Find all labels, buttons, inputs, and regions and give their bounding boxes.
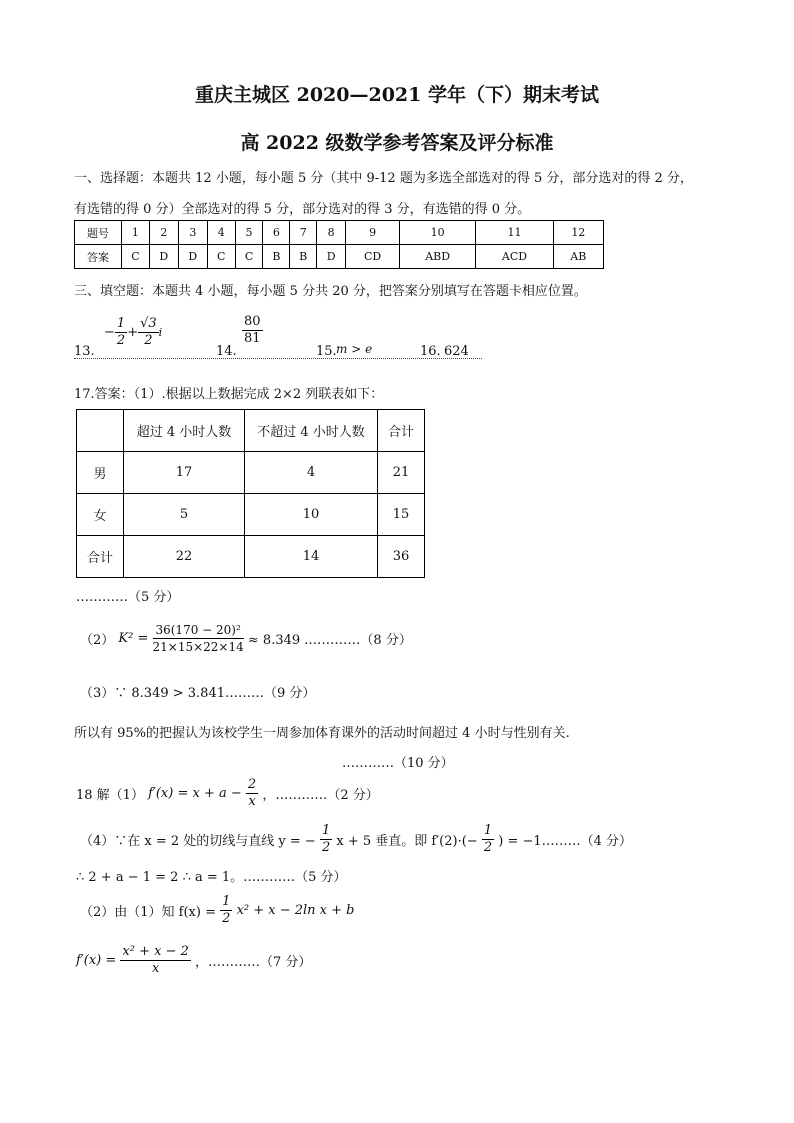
answer-cell: D bbox=[317, 245, 346, 269]
q18-l2-den2: 2 bbox=[483, 840, 493, 855]
q13-imaginary: i bbox=[158, 326, 163, 339]
q18-l4-suffix: x² + x − 2ln x + b bbox=[236, 903, 355, 918]
q18-l1-num: 2 bbox=[247, 777, 257, 792]
contingency-table bbox=[76, 409, 425, 578]
q13-minus: − bbox=[104, 325, 115, 340]
q13-fraction2 bbox=[138, 316, 159, 349]
section1-instructions-line2: 有选错的得 0 分）全部选对的得 5 分，部分选对的得 3 分，有选错的得 0 分。 bbox=[74, 202, 531, 217]
contingency-header-cell bbox=[77, 410, 124, 452]
answer-cell: C bbox=[235, 245, 263, 269]
q18-l5-den: x bbox=[151, 961, 160, 976]
q14-fraction bbox=[242, 314, 263, 347]
answer-cell: ABD bbox=[400, 245, 476, 269]
q13-fraction1 bbox=[115, 316, 127, 349]
q18-l5-prefix: f′(x) = bbox=[76, 953, 117, 968]
q18-l2-prefix: （4）∵在 x = 2 处的切线与直线 y = − bbox=[80, 834, 316, 849]
q17-part3: （3）∵ 8.349 > 3.841………（9 分） bbox=[80, 686, 316, 701]
q18-l1-expr: f′(x) = x + a − bbox=[148, 786, 242, 801]
q17-part2 bbox=[80, 622, 412, 655]
question-header-cell: 题号 bbox=[75, 221, 122, 245]
q18-l1-den: x bbox=[248, 794, 256, 809]
answer-cell: D bbox=[149, 245, 178, 269]
q15-answer: m > e bbox=[336, 342, 373, 356]
answer-cell: D bbox=[178, 245, 207, 269]
question-number-cell: 2 bbox=[149, 221, 178, 245]
answer-cell: ACD bbox=[476, 245, 553, 269]
q18-l4-fraction bbox=[220, 894, 232, 927]
answer-cell: C bbox=[122, 245, 150, 269]
question-number-cell: 7 bbox=[290, 221, 317, 245]
question-number-cell: 3 bbox=[178, 221, 207, 245]
answer-cell: C bbox=[207, 245, 235, 269]
contingency-cell: 17 bbox=[124, 452, 245, 494]
q18-l5-num: x² + x − 2 bbox=[122, 944, 189, 959]
q18-l2-num2: 1 bbox=[483, 823, 493, 838]
contingency-cell: 合计 bbox=[77, 536, 124, 578]
answer-table-question-row bbox=[75, 221, 604, 245]
section1-instructions-line1: 一、选择题：本题共 12 小题，每小题 5 分（其中 9-12 题为多选全部选对的得 5 分，部分选对的得 2 分， bbox=[74, 171, 693, 186]
answer-table-answer-row bbox=[75, 245, 604, 269]
q18-l2-mid: x + 5 垂直。即 f′(2)·(− bbox=[336, 834, 478, 849]
contingency-cell: 21 bbox=[378, 452, 425, 494]
contingency-header-cell: 超过 4 小时人数 bbox=[124, 410, 245, 452]
contingency-cell: 15 bbox=[378, 494, 425, 536]
contingency-header-cell: 合计 bbox=[378, 410, 425, 452]
q18-line5 bbox=[76, 944, 311, 977]
contingency-cell: 10 bbox=[245, 494, 378, 536]
contingency-cell: 22 bbox=[124, 536, 245, 578]
q13-answer bbox=[104, 316, 162, 349]
q13-plus: + bbox=[127, 325, 139, 340]
q18-l2-num: 1 bbox=[321, 823, 331, 838]
contingency-row bbox=[77, 452, 425, 494]
q13-num1: 1 bbox=[116, 316, 126, 331]
section3-instructions: 三、填空题：本题共 4 小题，每小题 5 分共 20 分，把答案分别填写在答题卡相应位置。 bbox=[74, 284, 587, 299]
q14-num: 80 bbox=[244, 314, 261, 329]
question-number-cell: 5 bbox=[235, 221, 263, 245]
contingency-cell: 女 bbox=[77, 494, 124, 536]
contingency-cell: 5 bbox=[124, 494, 245, 536]
q15-label: 15. bbox=[316, 344, 337, 359]
q18-line4 bbox=[80, 894, 355, 927]
question-number-cell: 1 bbox=[122, 221, 150, 245]
q18-line3: ∴ 2 + a − 1 = 2 ∴ a = 1。…………（5 分） bbox=[76, 870, 347, 885]
contingency-header-row bbox=[77, 410, 425, 452]
answer-cell: CD bbox=[346, 245, 400, 269]
q14-den: 81 bbox=[244, 331, 261, 346]
q17-score-5: …………（5 分） bbox=[76, 590, 180, 605]
q18-l1-prefix: 18 解（1） bbox=[76, 788, 144, 803]
q18-l5-suffix: ，…………（7 分） bbox=[195, 955, 312, 970]
answer-key-title: 高 2022 级数学参考答案及评分标准 bbox=[240, 132, 554, 154]
q13-den2: 2 bbox=[144, 333, 153, 348]
q17-k-num: 36(170 − 20)² bbox=[153, 622, 244, 639]
fill-in-answers bbox=[74, 314, 482, 359]
contingency-header-cell: 不超过 4 小时人数 bbox=[245, 410, 378, 452]
contingency-row bbox=[77, 536, 425, 578]
answer-table bbox=[74, 220, 604, 269]
answer-header-cell: 答案 bbox=[75, 245, 122, 269]
contingency-cell: 14 bbox=[245, 536, 378, 578]
q16-label: 16. bbox=[420, 344, 441, 359]
q17-score-10: …………（10 分） bbox=[342, 756, 454, 771]
q18-l4-prefix: （2）由（1）知 f(x) = bbox=[80, 905, 216, 920]
q13-num2: √3 bbox=[140, 316, 157, 331]
question-number-cell: 8 bbox=[317, 221, 346, 245]
q14-label: 14. bbox=[216, 344, 237, 359]
q17-k-squared: K² = bbox=[118, 631, 149, 646]
q17-conclusion: 所以有 95%的把握认为该校学生一周参加体育课外的活动时间超过 4 小时与性别有关. bbox=[74, 726, 570, 741]
answer-cell: B bbox=[290, 245, 317, 269]
q18-l4-den: 2 bbox=[222, 911, 231, 926]
question-number-cell: 11 bbox=[476, 221, 553, 245]
q17-k-den: 21×15×22×14 bbox=[152, 640, 244, 654]
q18-l2-den: 2 bbox=[321, 840, 331, 855]
question-number-cell: 4 bbox=[207, 221, 235, 245]
q18-l1-fraction bbox=[246, 777, 258, 810]
contingency-row bbox=[77, 494, 425, 536]
answer-cell: B bbox=[263, 245, 290, 269]
q17-k-result: ≈ 8.349 .…………（8 分） bbox=[247, 633, 412, 648]
q17-intro: 17.答案：（1）.根据以上数据完成 2×2 列联表如下： bbox=[74, 387, 384, 402]
q18-line1 bbox=[76, 777, 379, 810]
q18-l4-num: 1 bbox=[222, 894, 231, 909]
exam-title: 重庆主城区 2020—2021 学年（下）期末考试 bbox=[195, 84, 599, 106]
answer-cell: AB bbox=[553, 245, 603, 269]
contingency-cell: 36 bbox=[378, 536, 425, 578]
question-number-cell: 10 bbox=[400, 221, 476, 245]
q18-l2-fraction bbox=[320, 823, 332, 856]
q18-l2-suffix: ) = −1………（4 分） bbox=[498, 834, 633, 849]
q18-l5-fraction bbox=[120, 944, 190, 977]
question-number-cell: 12 bbox=[553, 221, 603, 245]
q17-part2-label: （2） bbox=[80, 633, 115, 648]
q14-answer bbox=[242, 314, 263, 347]
q18-line2 bbox=[80, 823, 632, 856]
question-number-cell: 9 bbox=[346, 221, 400, 245]
question-number-cell: 6 bbox=[263, 221, 290, 245]
q13-label: 13. bbox=[74, 344, 95, 359]
q13-den1: 2 bbox=[116, 333, 126, 348]
contingency-cell: 4 bbox=[245, 452, 378, 494]
q18-l2-fraction2 bbox=[482, 823, 494, 856]
q17-k-fraction bbox=[153, 622, 244, 655]
q16-answer: 624 bbox=[444, 344, 469, 359]
contingency-cell: 男 bbox=[77, 452, 124, 494]
q18-l1-suffix: ，…………（2 分） bbox=[262, 788, 379, 803]
